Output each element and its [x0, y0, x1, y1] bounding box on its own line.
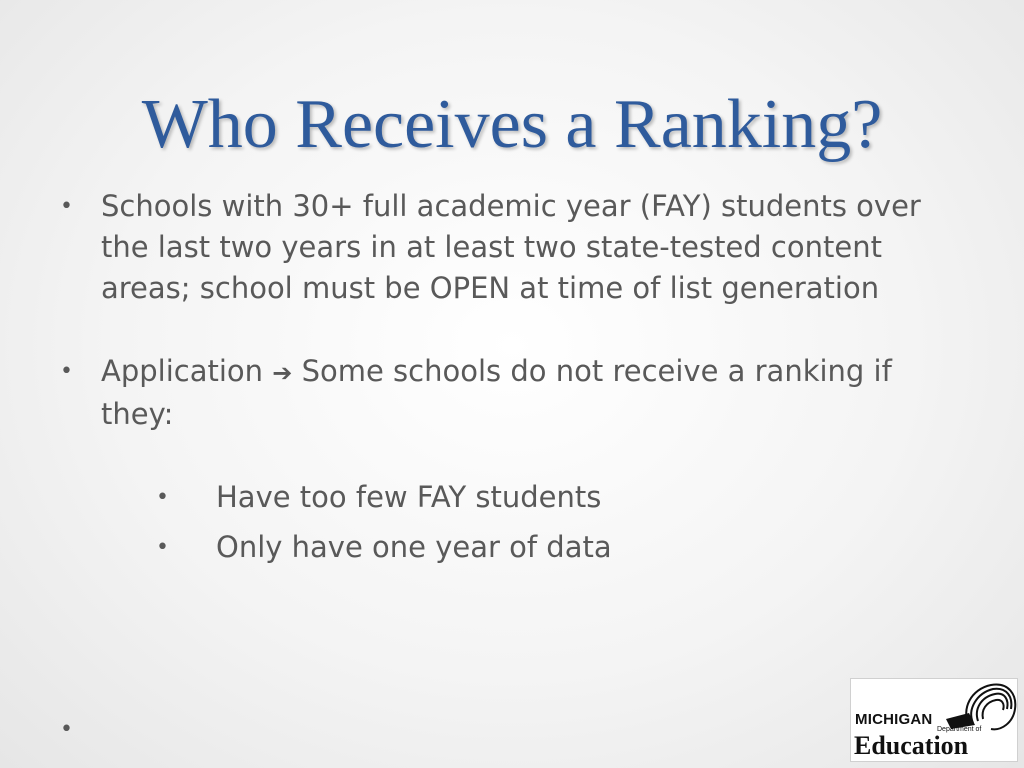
- empty-bullet-icon: •: [60, 717, 73, 742]
- slide-title: Who Receives a Ranking?: [141, 86, 883, 163]
- logo-education-text: Education: [854, 731, 969, 760]
- sub-bullet-list: [156, 477, 956, 568]
- bullet-text-lead: Application: [101, 354, 264, 388]
- sub-bullet-item: [156, 527, 956, 568]
- bullet-icon: •: [60, 194, 73, 219]
- logo-department-text: Department of: [937, 726, 982, 733]
- right-arrow-icon: ➔: [272, 359, 293, 387]
- bullet-icon: •: [156, 535, 169, 560]
- bullet-item-eligibility: [56, 186, 956, 309]
- bullet-icon: •: [60, 359, 73, 384]
- michigan-department-of-education-logo: [850, 678, 1018, 762]
- bullet-text: Schools with 30+ full academic year (FAY) students over the last two years in at least two state-tested content areas; school must be OPEN at time of list generation: [101, 189, 921, 305]
- sub-bullet-item: [156, 477, 956, 518]
- bullet-text: Some schools do not receive a ranking if they:: [101, 354, 892, 431]
- logo-michigan-text: MICHIGAN: [855, 711, 933, 728]
- bullet-item-application: [56, 351, 956, 435]
- sub-bullet-text: Only have one year of data: [216, 530, 612, 564]
- sub-bullet-text: Have too few FAY students: [216, 480, 602, 514]
- bullet-list: [56, 186, 956, 577]
- bullet-icon: •: [156, 485, 169, 510]
